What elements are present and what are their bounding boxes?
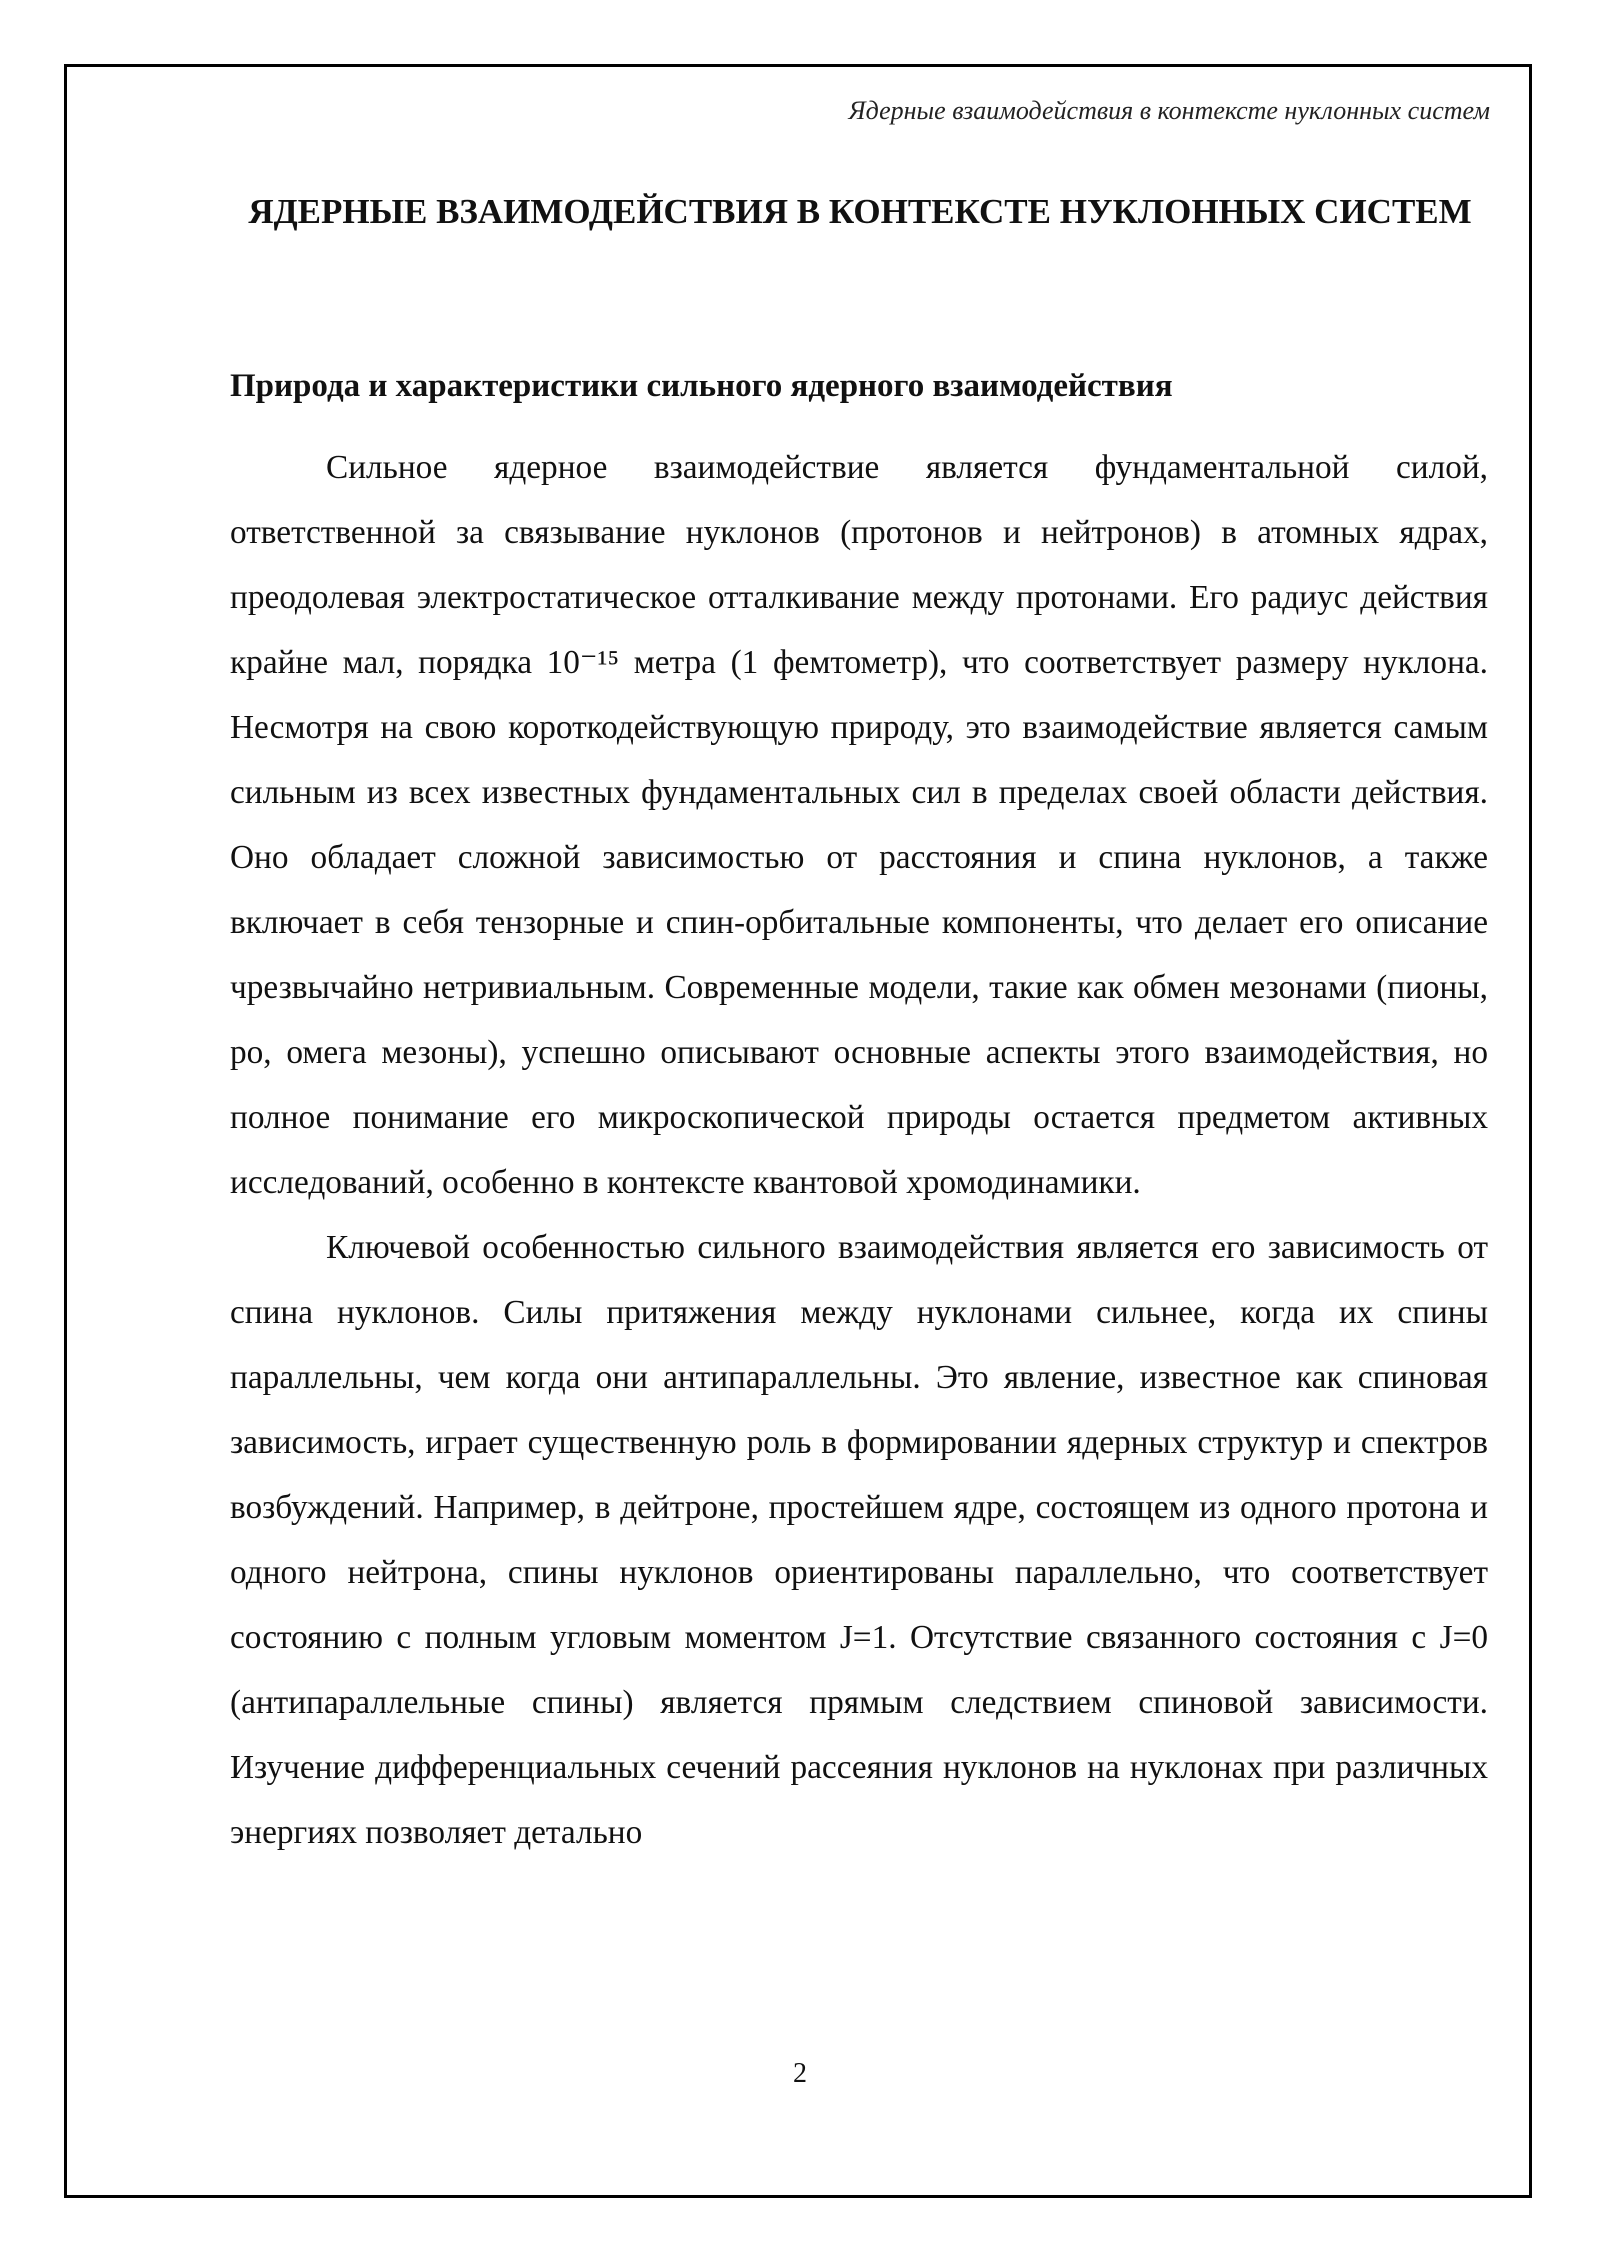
body-text — [230, 435, 1488, 1865]
page-number: 2 — [793, 2058, 807, 2089]
section-heading: Природа и характеристики сильного ядерного взаимодействия — [230, 368, 1173, 404]
paragraph: Ключевой особенностью сильного взаимодействия является его зависимость от спина нуклонов. Силы притяжения между нуклонами сильнее, когда их спины параллельны, чем когда они антипараллельны. Это явление, известное как спиновая зависимость, играет существенную роль в формировании ядерных структур и спектров возбуждений. Например, в дейтроне, простейшем ядре, состоящем из одного протона и одного нейтрона, спины нуклонов ориентированы параллельно, что соответствует состоянию с полным угловым моментом J=1. Отсутствие связанного состояния с J=0 (антипараллельные спины) является прямым следствием спиновой зависимости. Изучение дифференциальных сечений рассеяния нуклонов на нуклонах при различных энергиях позволяет детально — [230, 1229, 1488, 1851]
running-header: Ядерные взаимодействия в контексте нуклонных систем — [848, 96, 1490, 125]
paragraph: Сильное ядерное взаимодействие является фундаментальной силой, ответственной за связывание нуклонов (протонов и нейтронов) в атомных ядрах, преодолевая электростатическое отталкивание между протонами. Его радиус действия крайне мал, порядка 10⁻¹⁵ метра (1 фемтометр), что соответствует размеру нуклона. Несмотря на свою короткодействующую природу, это взаимодействие является самым сильным из всех известных фундаментальных сил в пределах своей области действия. Оно обладает сложной зависимостью от расстояния и спина нуклонов, а также включает в себя тензорные и спин-орбитальные компоненты, что делает его описание чрезвычайно нетривиальным. Современные модели, такие как обмен мезонами (пионы, ро, омега мезоны), успешно описывают основные аспекты этого взаимодействия, но полное понимание его микроскопической природы остается предметом активных исследований, особенно в контексте квантовой хромодинамики. — [230, 449, 1488, 1201]
document-title: ЯДЕРНЫЕ ВЗАИМОДЕЙСТВИЯ В КОНТЕКСТЕ НУКЛОННЫХ СИСТЕМ — [248, 192, 1472, 231]
